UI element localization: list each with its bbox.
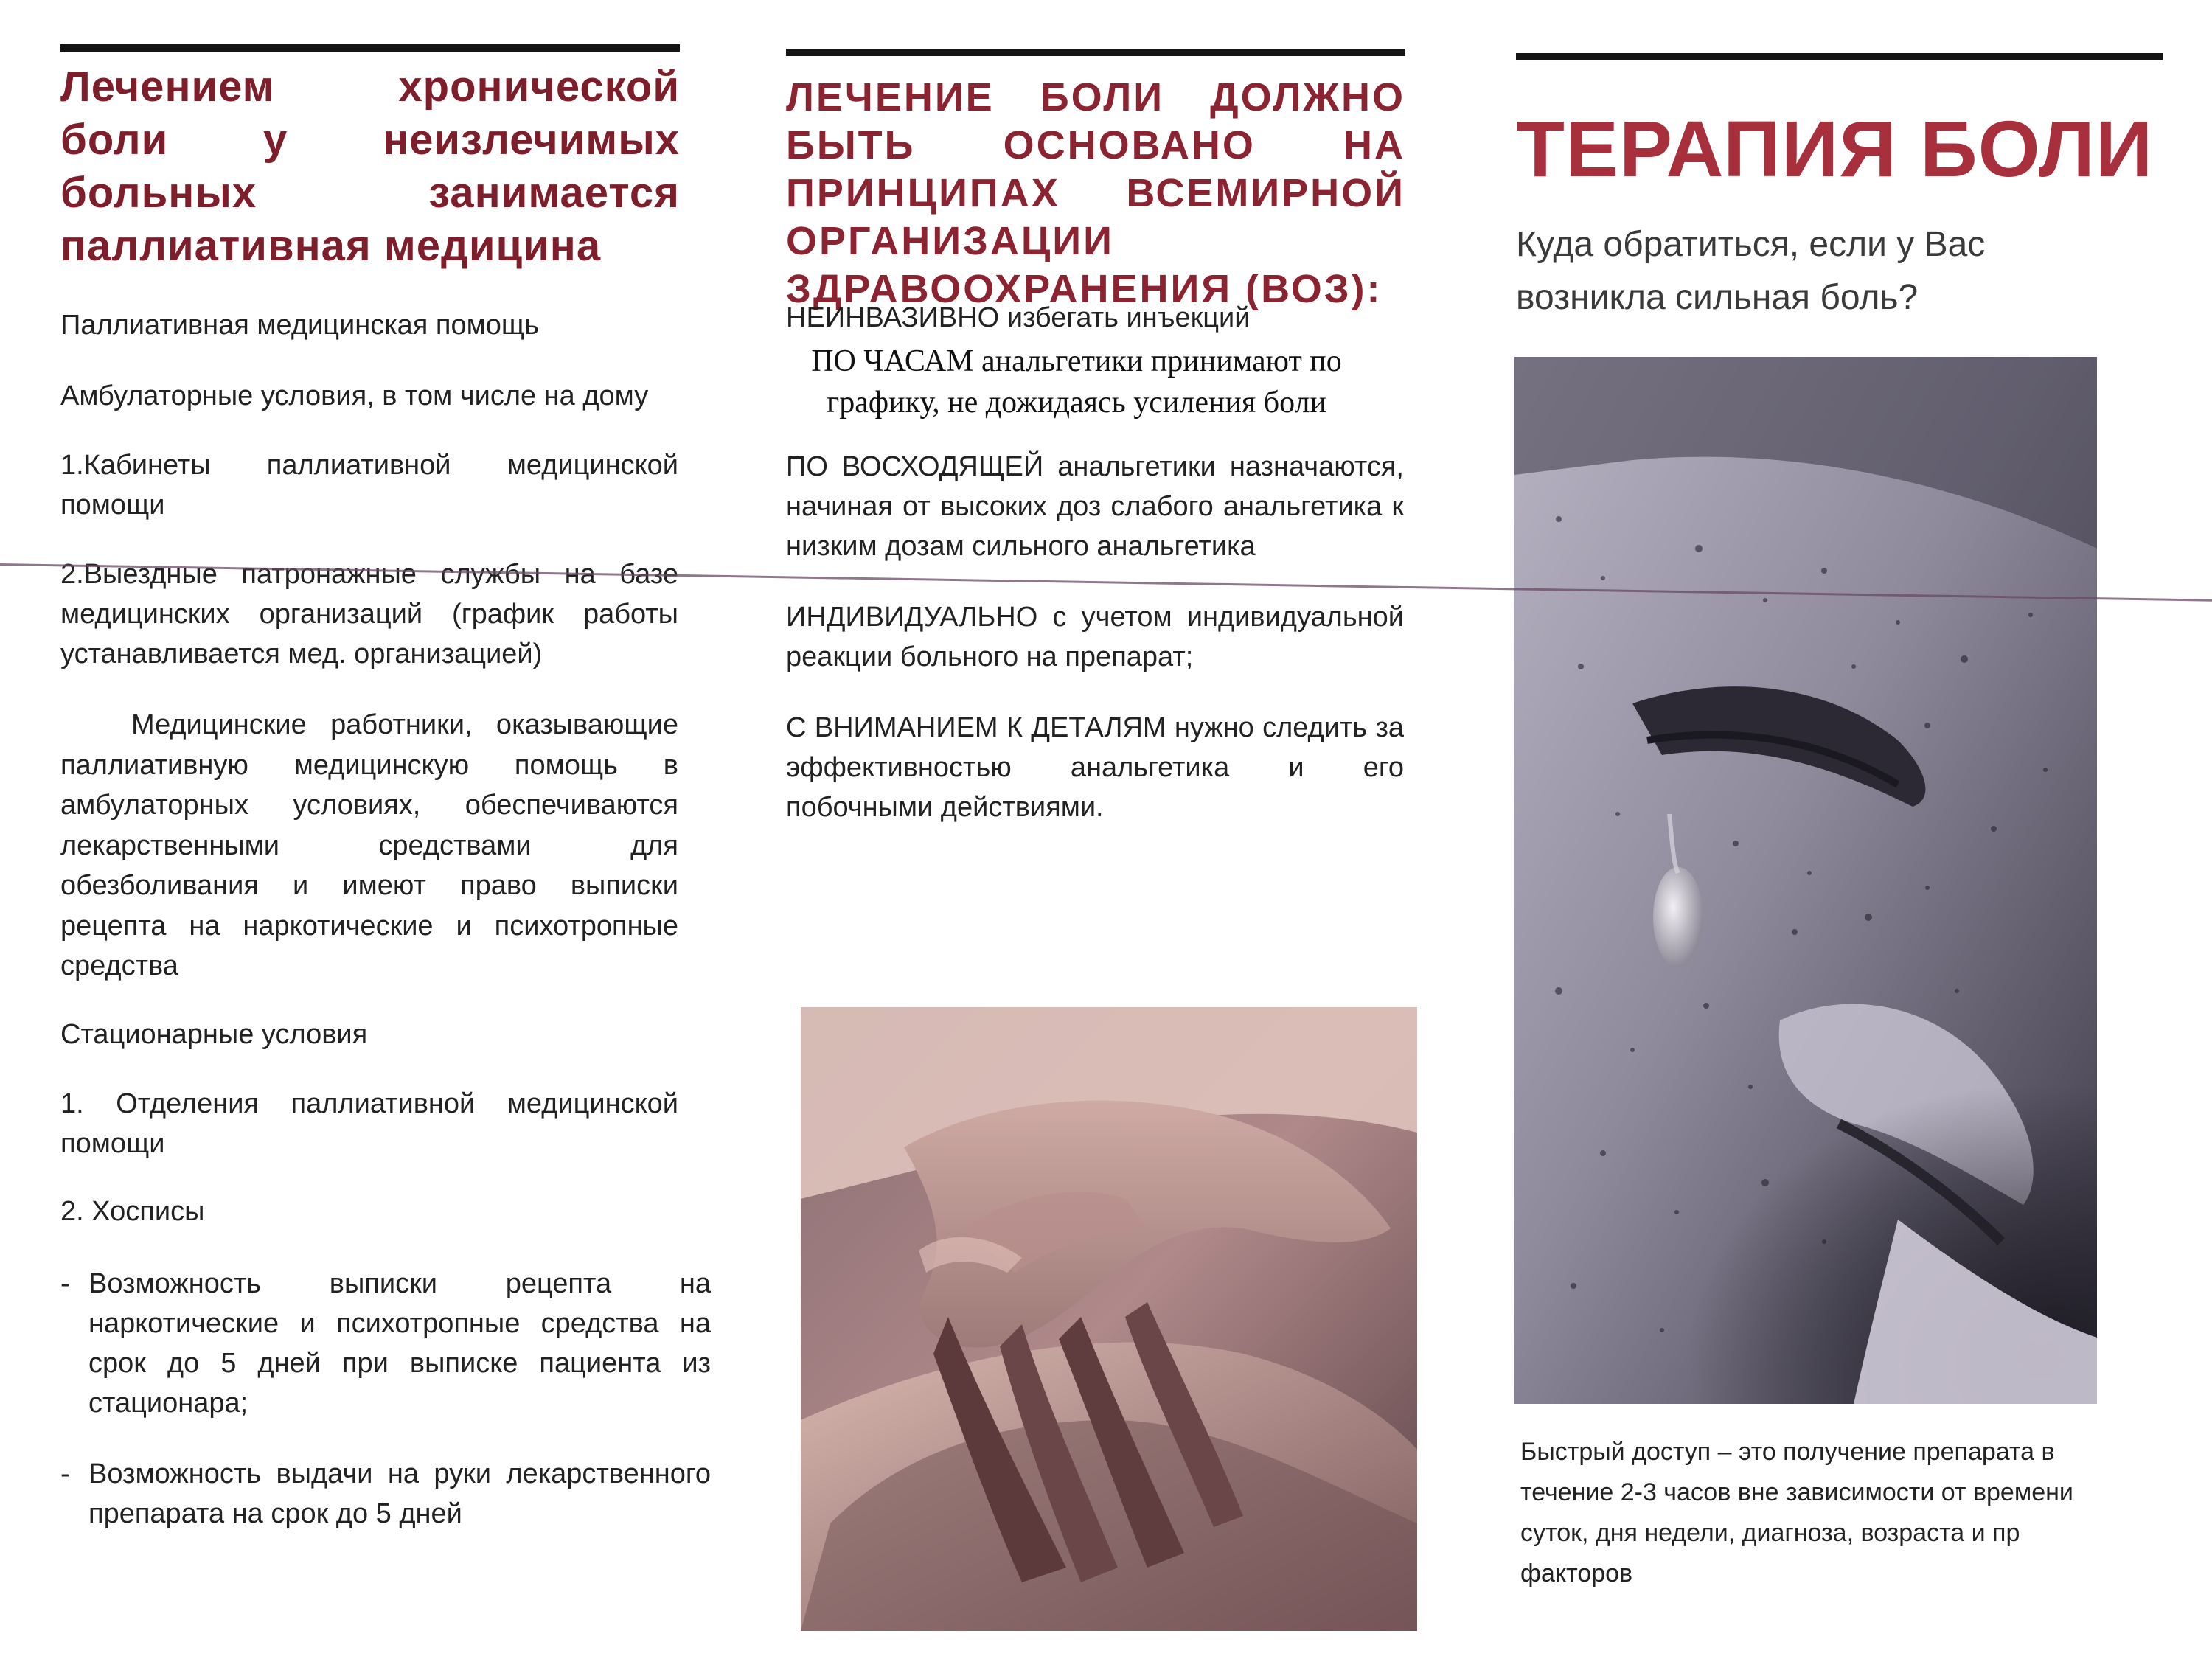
principle-individual: ИНДИВИДУАЛЬНО с учетом индивидуальной реакции больного на препарат; xyxy=(786,602,1404,672)
middle-top-rule xyxy=(786,49,1405,56)
principle-ascending: ПО ВОСХОДЯЩЕЙ анальгетики назначаются, начиная от высоких доз слабого анальгетика к низким дозам сильного анальгетика xyxy=(786,451,1404,562)
ambulatory-item-offices: 1.Кабинеты паллиативной медицинской помощи xyxy=(60,450,678,521)
ambulatory-item-visiting-services: 2.Выездные патронажные службы на базе медицинских организаций (график работы устанавливается мед. организацией) xyxy=(60,559,678,669)
fast-access-caption: Быстрый доступ – это получение препарата в течение 2-3 часов вне зависимости от времени суток, дня недели, диагноза, возраста и пр факторов xyxy=(1520,1438,2073,1587)
left-top-rule xyxy=(60,44,680,52)
bullet-dash: - xyxy=(60,1268,70,1299)
bullet-dispensing-text: Возможность выдачи на руки лекарственного препарата на срок до 5 дней xyxy=(88,1458,711,1529)
ambulatory-conditions-title: Амбулаторные условия, в том числе на дому xyxy=(60,380,649,411)
principle-by-the-clock: ПО ЧАСАМ анальгетики принимают по графику, не дожидаясь усиления боли xyxy=(811,344,1342,420)
pain-therapy-title: ТЕРАПИЯ БОЛИ xyxy=(1516,104,2154,193)
crying-face-photo xyxy=(1514,357,2097,1404)
inpatient-item-hospices: 2. Хосписы xyxy=(60,1196,205,1227)
medical-workers-paragraph: Медицинские работники, оказывающие паллиативную медицинскую помощь в амбулаторных условиях, обеспечиваются лекарственными средствами для обезболивания и имеют право выписки рецепта на наркотические и психотропные средства xyxy=(60,709,678,981)
right-top-rule xyxy=(1516,53,2163,60)
crying-face-illustration xyxy=(1514,357,2097,1404)
bullet-prescription xyxy=(60,1264,711,1426)
who-principles-heading: ЛЕЧЕНИЕ БОЛИ ДОЛЖНО БЫТЬ ОСНОВАНО НА ПРИНЦИПАХ ВСЕМИРНОЙ ОРГАНИЗАЦИИ ЗДРАВООХРАНЕНИЯ (ВОЗ): xyxy=(786,75,1405,311)
hands-illustration xyxy=(801,1007,1417,1631)
where-to-go-subtitle: Куда обратиться, если у Вас возникла сильная боль? xyxy=(1516,225,1986,317)
bullet-dash: - xyxy=(60,1458,70,1489)
left-heading: Лечением хронической боли у неизлечимых больных занимается паллиативная медицина xyxy=(60,63,680,270)
hands-photo xyxy=(801,1007,1417,1631)
principle-attention-to-details: С ВНИМАНИЕМ К ДЕТАЛЯМ нужно следить за эффективностью анальгетика и его побочными действиями. xyxy=(786,712,1404,823)
bullet-prescription-text: Возможность выписки рецепта на наркотические и психотропные средства на срок до 5 дней при выписке пациента из стационара; xyxy=(88,1268,711,1419)
principle-noninvasive: НЕИНВАЗИВНО избегать инъекций xyxy=(786,302,1251,333)
inpatient-conditions-title: Стационарные условия xyxy=(60,1019,368,1050)
palliative-care-label: Паллиативная медицинская помощь xyxy=(60,310,539,341)
inpatient-item-departments: 1. Отделения паллиативной медицинской помощи xyxy=(60,1088,678,1159)
bullet-dispensing xyxy=(60,1454,711,1579)
